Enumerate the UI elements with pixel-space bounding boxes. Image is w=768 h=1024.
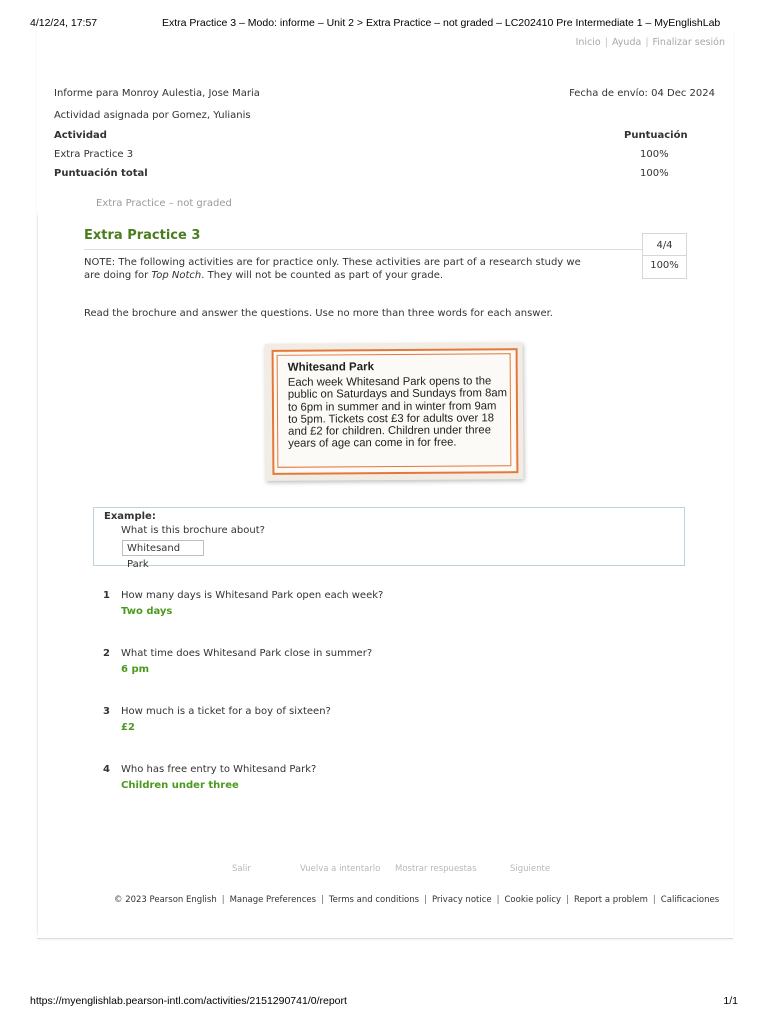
activity-subtitle: Extra Practice – not graded: [96, 198, 232, 209]
practice-note: [84, 257, 594, 282]
question-answer: Children under three: [121, 780, 239, 791]
activity-column-header: Actividad: [54, 130, 107, 141]
note-book-title: Top Notch: [151, 269, 202, 281]
question-number: 3: [103, 706, 110, 717]
title-divider: [84, 249, 642, 250]
brochure-image: [265, 342, 524, 481]
example-answer-field: Whitesand Park: [122, 540, 204, 556]
privacy-link[interactable]: Privacy notice: [431, 895, 492, 905]
note-text-end: . They will not be counted as part of your grade.: [201, 269, 444, 281]
footer-separator: |: [496, 895, 500, 905]
top-navigation: [576, 37, 725, 48]
grades-link[interactable]: Calificaciones: [660, 895, 720, 905]
question-number: 2: [103, 648, 110, 659]
total-score-label: Puntuación total: [54, 168, 148, 179]
score-percent: 100%: [650, 260, 679, 271]
next-button[interactable]: Siguiente: [510, 864, 551, 874]
total-score-value: 100%: [640, 168, 669, 179]
question-text: Who has free entry to Whitesand Park?: [121, 764, 317, 775]
note-text: NOTE: The following activities are for practice only. These activities are part of a research study we are doing for: [84, 257, 581, 281]
question-answer: 6 pm: [121, 664, 150, 675]
terms-link[interactable]: Terms and conditions: [328, 895, 420, 905]
report-problem-link[interactable]: Report a problem: [573, 895, 648, 905]
example-box: [93, 507, 685, 570]
activity-row-score: 100%: [640, 149, 669, 160]
retry-button[interactable]: Vuelva a intentarlo: [300, 864, 381, 874]
brochure-inner-frame: [277, 353, 512, 468]
print-page-title: Extra Practice 3 – Modo: informe – Unit 2 > Extra Practice – not graded – LC202410 Pre Intermediate 1 – MyEnglishLab: [162, 17, 721, 29]
nav-separator: |: [604, 37, 608, 48]
question-text: How much is a ticket for a boy of sixteen?: [121, 706, 331, 717]
content-left-border: [37, 215, 38, 935]
score-box: [642, 233, 687, 279]
score-column-header: Puntuación: [624, 130, 688, 141]
example-question: What is this brochure about?: [121, 525, 265, 536]
example-label: Example:: [104, 511, 156, 522]
nav-separator: |: [645, 37, 649, 48]
activity-row-name: Extra Practice 3: [54, 149, 134, 160]
sent-date: Fecha de envío: 04 Dec 2024: [569, 88, 715, 99]
question-number: 1: [103, 590, 110, 601]
copyright: © 2023 Pearson English: [114, 895, 217, 905]
nav-logout-link[interactable]: Finalizar sesión: [652, 37, 725, 48]
report-page: [37, 28, 733, 939]
brochure-body: Each week Whitesand Park opens to the public on Saturdays and Sundays from 8am to 6pm in summer and in winter from 9am to 5pm. Tickets cost £3 for adults over 18 and £2 for children. Children under three years of age can come in for free.: [287, 375, 508, 451]
question-number: 4: [103, 764, 110, 775]
assigned-by: Actividad asignada por Gomez, Yulianis: [54, 110, 251, 121]
nav-home-link[interactable]: Inicio: [575, 37, 601, 48]
instructions: Read the brochure and answer the questions. Use no more than three words for each answer.: [84, 308, 553, 319]
exit-button[interactable]: Salir: [232, 864, 251, 874]
footer-separator: |: [566, 895, 569, 905]
brochure-frame: [272, 348, 519, 475]
footer-separator: |: [424, 895, 427, 905]
print-footer: [30, 995, 738, 1009]
print-datetime: 4/12/24, 17:57: [30, 17, 98, 29]
report-for: Informe para Monroy Aulestia, Jose Maria: [54, 88, 260, 99]
cookie-policy-link[interactable]: Cookie policy: [504, 895, 562, 905]
activity-actions: [0, 864, 768, 876]
site-footer: [114, 895, 719, 905]
footer-separator: |: [321, 895, 324, 905]
print-page-count: 1/1: [723, 995, 738, 1007]
manage-preferences-link[interactable]: Manage Preferences: [229, 895, 317, 905]
question-text: What time does Whitesand Park close in summer?: [121, 648, 373, 659]
score-raw: 4/4: [656, 240, 673, 251]
print-url: https://myenglishlab.pearson-intl.com/activities/2151290741/0/report: [30, 995, 347, 1007]
score-box-divider: [643, 255, 686, 256]
nav-help-link[interactable]: Ayuda: [611, 37, 642, 48]
activity-title: Extra Practice 3: [84, 228, 201, 243]
show-answers-button[interactable]: Mostrar respuestas: [395, 864, 477, 874]
question-answer: Two days: [121, 606, 173, 617]
footer-separator: |: [652, 895, 656, 905]
question-answer: £2: [121, 722, 135, 733]
footer-separator: |: [221, 895, 225, 905]
question-text: How many days is Whitesand Park open each week?: [121, 590, 384, 601]
brochure-title: Whitesand Park: [287, 361, 375, 374]
